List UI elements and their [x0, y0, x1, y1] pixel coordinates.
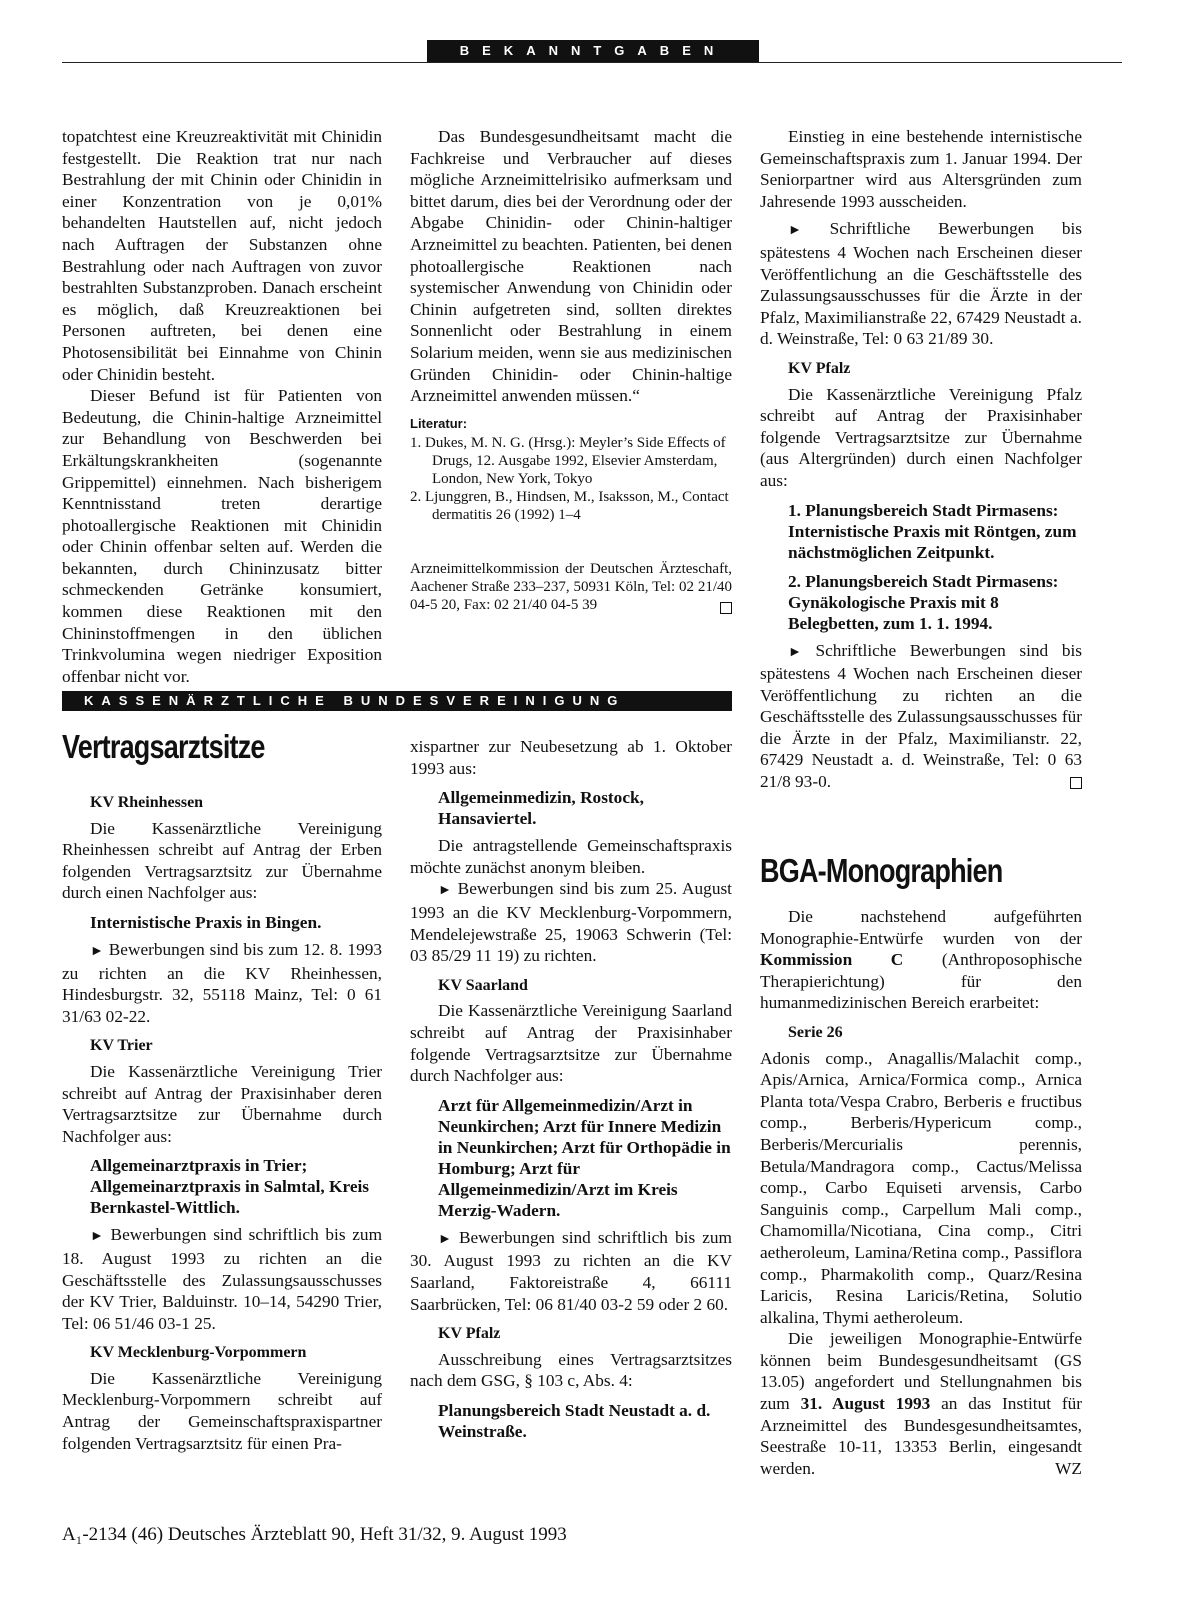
address: Arzneimittelkommission der Deutschen Ärzteschaft, Aachener Straße 233–237, 50931 Köln, Tel: 02 21/40 04-5 20, Fax: 02 21/40 04-5 39 [410, 561, 732, 614]
paragraph: Die Kassenärztliche Vereinigung Saarland schreibt auf Antrag der Praxisinhaber folgende Vertragsarztsitze zur Übernahme durch Nachfolger aus: [410, 1001, 732, 1086]
paragraph: Adonis comp., Anagallis/Malachit comp., Apis/Arnica, Arnica/Formica comp., Arnica Planta tota/Vespa Crabro, Berberis e fructibus comp., Berberis/Hypericum comp., Berberis/Mercurialis perennis, Betula/Mandragora comp., Cactus/Melissa comp., Carbo Equiseti arvensis, Carbo Sanguinis comp., Carpellum Mali comp., Chamomilla/Nicotiana, Cina comp., Citri aetheroleum, Lamina/Retina comp., Passiflora comp., Pharmakolith comp., Quarz/Resina Laricis, Resina Laricis/Retina, Solutio alkalina, Thymi aetheroleum. [760, 1048, 1082, 1327]
end-box-icon [720, 602, 732, 614]
paragraph: Die Kassenärztliche Vereinigung Mecklenburg-Vorpommern schreibt auf Antrag der Gemeinschaftspraxispartner folgenden Vertragsarztsitz für einen Pra- [62, 1368, 382, 1453]
listing: Allgemeinarztpraxis in Trier; Allgemeinarztpraxis in Salmtal, Kreis Bernkastel-Wittlich. [90, 1156, 370, 1218]
paragraph: ► Schriftliche Bewerbungen bis spätestens 4 Wochen nach Erscheinen dieser Veröffentlichung an die Geschäftsstelle des Zulassungsausschusses für die Ärzte in der Pfalz, Maximilianstraße 22, 67429 Neustadt a. d. Weinstraße, Tel: 0 63 21/89 30. [760, 219, 1082, 349]
subheading: KV Trier [90, 1037, 153, 1055]
kbv-section-bar: KASSENÄRZTLICHE BUNDESVEREINIGUNG [62, 691, 732, 711]
triangle-icon: ► [788, 223, 802, 239]
headline-vertragsarztsitze: Vertragsarztsitze [62, 728, 265, 765]
column-2-top [410, 126, 732, 614]
header-rule [62, 62, 1122, 63]
listing: Planungsbereich Stadt Neustadt a. d. Weinstraße. [438, 1400, 711, 1441]
triangle-icon: ► [788, 644, 802, 660]
subheading: KV Saarland [438, 976, 528, 994]
subheading: KV Mecklenburg-Vorpommern [90, 1344, 307, 1362]
subheading: KV Pfalz [438, 1325, 501, 1343]
paragraph: Dieser Befund ist für Patienten von Bedeutung, die Chinin-haltige Arzneimittel zur Behandlung von Beschwerden bei Erkältungskrankheiten (sogenannte Grippemittel) einnehmen. Nach bisherigem Kenntnisstand treten derartige photoallergische Reaktionen mit Chinidin oder Chinin offenbar selten auf. Werden die bekannten, durch Chininzusatz bitter schmeckenden Getränke konsumiert, kommen diese Reaktionen mit den Chininstoffmengen in den üblichen Trinkvolumina wegen niedriger Exposition offenbar nicht vor. [62, 386, 382, 686]
kbv-column-1 [62, 784, 382, 1454]
headline-bga: BGA-Monographien [760, 852, 1003, 889]
paragraph: Die nachstehend aufgeführten Monographie-Entwürfe wurden von der Kommission C (Anthroposophische Therapierichtung) für den humanmedizinischen Bereich erarbeitet: [760, 907, 1082, 1013]
literature-item: 1. Dukes, M. N. G. (Hrsg.): Meyler’s Side Effects of Drugs, 12. Ausgabe 1992, Elsevier Amsterdam, London, New York, Tokyo [410, 435, 726, 488]
subheading: KV Pfalz [788, 359, 851, 377]
triangle-icon: ► [438, 883, 452, 899]
literature-item: 2. Ljunggren, B., Hindsen, M., Isaksson, M., Contact dermatitis 26 (1992) 1–4 [410, 489, 729, 524]
triangle-icon: ► [90, 1229, 104, 1245]
paragraph: ► Bewerbungen sind schriftlich bis zum 30. August 1993 zu richten an die KV Saarland, Faktoreistraße 4, 66111 Saarbrücken, Tel: 06 81/40 03-2 59 oder 2 60. [410, 1227, 732, 1314]
signature: WZ [1055, 1458, 1082, 1478]
literature-heading: Literatur: [410, 415, 468, 431]
paragraph: topatchtest eine Kreuzreaktivität mit Chinidin festgestellt. Die Reaktion trat nur nach Bestrahlung der mit Chinin oder Chinidin in einer Konzentration von je 0,01% behandelten Hautstellen auf, nicht jedoch nach Auftragen der Substanzen ohne Bestrahlung oder nach Auftragen von zuvor bestrahlten Substanzproben. Danach erscheint es möglich, daß Kreuzreaktionen bei Personen auftreten, bei denen eine Photosensibilität bei Einnahme von Chinin oder Chinidin besteht. [62, 127, 382, 384]
paragraph: ► Bewerbungen sind schriftlich bis zum 18. August 1993 zu richten an die Geschäftsstelle des Zulassungsausschusses der KV Trier, Balduinstr. 10–14, 54290 Trier, Tel: 06 51/46 03-1 25. [62, 1225, 383, 1333]
listing: 1. Planungsbereich Stadt Pirmasens: Internistische Praxis mit Röntgen, zum nächstmöglichen Zeitpunkt. [788, 500, 1077, 562]
column-1-top [62, 126, 382, 687]
paragraph: Einstieg in eine bestehende internistische Gemeinschaftspraxis zum 1. Januar 1994. Der Seniorpartner wird aus Altersgründen zum Jahresende 1993 ausscheiden. [760, 127, 1082, 211]
subheading: KV Rheinhessen [90, 794, 204, 811]
triangle-icon: ► [438, 1231, 452, 1247]
column-3-bga [760, 906, 1082, 1479]
paragraph: Die Kassenärztliche Vereinigung Rheinhessen schreibt auf Antrag der Erben folgenden Vertragsarztsitz zur Übernahme durch einen Nachfolger aus: [62, 818, 382, 903]
column-3 [760, 126, 1082, 793]
paragraph: Die Kassenärztliche Vereinigung Trier schreibt auf Antrag der Praxisinhaber deren Vertragsarztsitze zur Übernahme durch Nachfolger aus: [62, 1061, 382, 1146]
end-box-icon [1070, 777, 1082, 789]
page-footer: A₁-2134 (46) Deutsches Ärzteblatt 90, Heft 31/32, 9. August 1993 [62, 1524, 567, 1545]
kbv-column-2 [410, 736, 732, 1448]
paragraph: Die jeweiligen Monographie-Entwürfe können beim Bundesgesundheitsamt (GS 13.05) angefordert und Stellungnahmen bis zum 31. August 1993 an das Institut für Arzneimittel des Bundesgesundheitsamtes, Seestraße 10-11, 13353 Berlin, eingesandt werden. WZ [760, 1329, 1082, 1478]
section-header: BEKANNTGABEN [427, 40, 759, 62]
paragraph: Die Kassenärztliche Vereinigung Pfalz schreibt auf Antrag der Praxisinhaber folgende Vertragsarztsitze zur Übernahme (aus Altergründen) durch einen Nachfolger aus: [760, 384, 1082, 490]
paragraph: xispartner zur Neubesetzung ab 1. Oktober 1993 aus: [410, 737, 732, 778]
paragraph: Ausschreibung eines Vertragsarztsitzes nach dem GSG, § 103 c, Abs. 4: [410, 1349, 732, 1391]
triangle-icon: ► [90, 943, 104, 959]
listing: Internistische Praxis in Bingen. [90, 912, 322, 932]
paragraph: ► Bewerbungen sind bis zum 25. August 1993 an die KV Mecklenburg-Vorpommern, Mendelejewstraße 25, 19063 Schwerin (Tel: 03 85/29 11 19) zu richten. [410, 879, 732, 966]
paragraph: ► Bewerbungen sind bis zum 12. 8. 1993 zu richten an die KV Rheinhessen, Hindesburgstr. 32, 55118 Mainz, Tel: 0 61 31/63 02-22. [62, 939, 382, 1026]
listing: 2. Planungsbereich Stadt Pirmasens: Gynäkologische Praxis mit 8 Belegbetten, zum 1. 1. 1994. [788, 571, 1059, 633]
paragraph: Das Bundesgesundheitsamt macht die Fachkreise und Verbraucher auf dieses mögliche Arzneimittelrisiko aufmerksam und bittet darum, dies bei der Verordnung oder der Abgabe Chinidin- oder Chinin-haltiger Arzneimittel zu beachten. Patienten, bei denen photoallergische Reaktionen nach systemischer Anwendung von Chinidin oder Chinin aufgetreten sind, sollten direktes Sonnenlicht oder Bestrahlung in einem Solarium meiden, wenn sie aus medizinischen Gründen Chinidin- oder Chinin-haltige Arzneimittel anwenden müssen.“ [410, 127, 732, 406]
listing: Allgemeinmedizin, Rostock, Hansaviertel. [438, 788, 644, 829]
paragraph: ► Schriftliche Bewerbungen sind bis spätestens 4 Wochen nach Erscheinen dieser Veröffentlichung zu richten an die Geschäftsstelle des Zulassungsausschusses für die Ärzte in der Pfalz, Maximilianstr. 22, 67429 Neustadt a. d. Weinstraße, Tel: 0 63 21/8 93-0. [760, 640, 1082, 792]
subheading: Serie 26 [788, 1023, 843, 1041]
listing: Arzt für Allgemeinmedizin/Arzt in Neunkirchen; Arzt für Innere Medizin in Neunkirchen; Arzt für Orthopädie in Homburg; Arzt für Allgemeinmedizin/Arzt im Kreis Merzig-Wadern. [438, 1095, 731, 1220]
paragraph: Die antragstellende Gemeinschaftspraxis möchte zunächst anonym bleiben. [410, 836, 732, 877]
